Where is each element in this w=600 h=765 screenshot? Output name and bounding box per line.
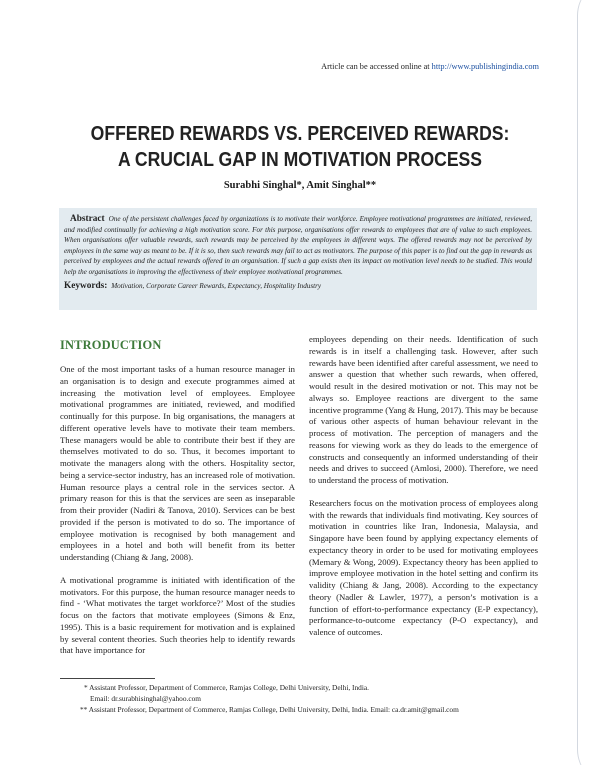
keywords-text: Motivation, Corporate Career Rewards, Expectancy, Hospitality Industry [111, 281, 322, 290]
keywords-label: Keywords: [64, 280, 108, 291]
left-column [60, 364, 295, 657]
abstract-text: One of the persistent challenges faced by organizations is to motivate their workforce. Employee motivational programmes are initiated, reviewed, and modified continually for achieving a high motivation score. For this purpose, organisations offer rewards to employees that are of value to such employees. When organisations offer valuable rewards, such rewards may be perceived by the employees in different ways. The offered rewards may not be perceived by employees in the same way as meant to be. If it is so, then such rewards may fail to act as motivators. The purpose of this paper is to find out the gap in rewards as perceived by employees and the actual rewards offered in an organisation. If such a gap exists then its impact on motivation level needs to be studied. This would help the organisations in improving the effectiveness of their employee motivational programmes. [64, 215, 532, 276]
footnote-1-email: Email: dr.surabhisinghal@yahoo.com [90, 694, 201, 703]
right-column [309, 334, 538, 639]
authors: Surabhi Singhal*, Amit Singhal** [223, 180, 377, 191]
footnote-divider [60, 678, 155, 679]
title-line-1: OFFERED REWARDS VS. PERCEIVED REWARDS: [90, 123, 510, 145]
title-line-2: A CRUCIAL GAP IN MOTIVATION PROCESS [118, 149, 482, 171]
footnote-2: ** Assistant Professor, Department of Commerce, Ramjas College, Delhi University, Delhi, India. Email: ca.dr.amit@gmail.com [80, 705, 459, 714]
paragraph: A motivational programme is initiated with identification of the motivators. For this purpose, the human resource manager needs to find - ‘What motivates the target workforce?’ Most of the studies focus on the factors that motivate employees (Simons & Enz, 1995). This is a basic requirement for motivation and is explained by several content theories. Such theories help to identify rewards that have importance for [60, 574, 295, 656]
access-url-link[interactable]: http://www.publishingindia.com [431, 62, 539, 71]
paragraph: Researchers focus on the motivation process of employees along with the rewards that individuals find motivating. Key sources of motivation in countries like Iran, Indonesia, Malaysia, and Singapore have been found by applying expectancy elements of expectancy theory in order to be used for motivating employees (Memary & Wong, 2009). Expectancy theory has been applied to improve employee motivation in the hotel setting and confirm its validity (Chiang & Jang, 2008). According to the expectancy theory (Nadler & Lawler, 1977), a person’s motivation is a function of effort-to-performance expectancy (E-P expectancy), performance-to-outcome expectancy (P-O expectancy), and valence of outcomes. [309, 497, 538, 637]
page-corner-decoration [576, 0, 600, 765]
footnote-1: * Assistant Professor, Department of Commerce, Ramjas College, Delhi University, Delhi, India. [84, 683, 369, 692]
paper-title [39, 121, 561, 173]
paragraph: One of the most important tasks of a human resource manager in an organisation is to design and execute programmes aimed at increasing the motivation level of employees. Employee motivational programmes are initiated, reviewed, and modified continually for this purpose. In big organisations, the managers at different operative levels have to motivate their team members. These managers would be able to contribute their best if they are themselves motivated to do so. Thus, it becomes important to motivate the managers along with the others. Hospitality sector, being a service-sector industry, has an increased role of motivation. Human resource plays a central role in the services sector. A primary reason for this is that the services are seen as inseparable from their provider (Nadiri & Tanova, 2010). Services can be best provided if the person is motivated to do so. The importance of employee motivation is recognised by both management and employees in a hotel and both will benefit from its better understanding (Chiang & Jang, 2008). [60, 364, 295, 562]
abstract-label: Abstract [70, 214, 105, 224]
access-line [321, 62, 539, 71]
abstract-box [59, 208, 537, 310]
footnotes [60, 682, 540, 715]
paragraph: employees depending on their needs. Identification of such rewards is in itself a challenging task. However, after such rewards have been identified after careful assessment, we need to answer a question that whether such rewards, when offered, would result in the desired motivation or not. This may not be always so. Employee reactions are divergent to the same incentive programme (Yang & Hung, 2017). This may be because of various other aspects of human behaviour relevant in the process of motivation. The perception of managers and the reasons for viewing work as they do leads to the emergence of constructs and consequently an informed understanding of their needs and drives to succeed (Amlosi, 2000). Therefore, we need to understand the process of motivation. [309, 334, 538, 485]
access-text: Article can be accessed online at [321, 62, 430, 71]
introduction-heading: INTRODUCTION [60, 338, 162, 352]
